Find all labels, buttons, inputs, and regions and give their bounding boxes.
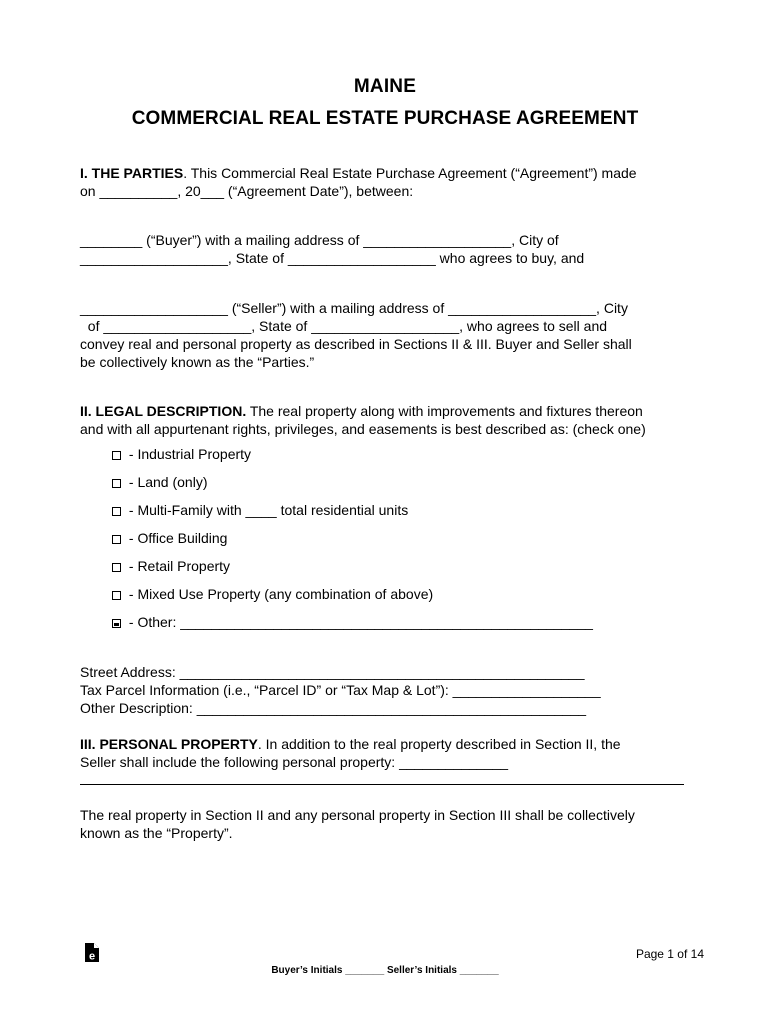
checkbox-industrial[interactable] [112, 451, 121, 460]
buyer-line-1: ________ (“Buyer”) with a mailing address of ___________________, City of [80, 232, 559, 248]
property-location-block [80, 663, 700, 717]
parties-intro-text: . This Commercial Real Estate Purchase Agreement (“Agreement”) made [183, 165, 637, 181]
agreement-date-line: on __________, 20___ (“Agreement Date”), between: [80, 183, 414, 199]
seller-block [80, 299, 700, 371]
seller-line-4: be collectively known as the “Parties.” [80, 354, 315, 370]
svg-text:e: e [88, 950, 96, 963]
other-description-field[interactable]: Other Description: __________________________________________________ [80, 700, 587, 716]
option-label: - Mixed Use Property (any combination of above) [125, 586, 434, 602]
personal-property-field[interactable]: Seller shall include the following personal property: ______________ [80, 754, 509, 770]
parties-intro-line [80, 164, 700, 182]
street-address-field[interactable]: Street Address: ____________________________________________________ [80, 664, 585, 680]
seller-line-3: convey real and personal property as described in Sections II & III. Buyer and Seller shall [80, 336, 632, 352]
document-e-logo-icon [84, 943, 100, 963]
initials-line[interactable]: Buyer’s Initials _______ Seller’s Initials _______ [271, 965, 499, 976]
personal-property-heading: III. PERSONAL PROPERTY [80, 736, 258, 752]
page-number: Page 1 of 14 [635, 947, 704, 961]
buyer-line-2: ___________________, State of ___________________ who agrees to buy, and [80, 250, 585, 266]
legal-description-intro-text: The real property along with improvements and fixtures thereon [246, 403, 643, 419]
checkbox-mixed-use[interactable] [112, 591, 121, 600]
legal-description-section [80, 402, 700, 438]
checkbox-other-checked[interactable] [112, 619, 121, 628]
document-state-title: MAINE [353, 76, 417, 97]
parties-section [80, 164, 700, 200]
seller-line-2: of ___________________, State of ___________________, who agrees to sell and [80, 318, 608, 334]
option-label: - Land (only) [125, 474, 208, 490]
option-multi-family[interactable] [112, 501, 408, 519]
option-other[interactable] [112, 613, 593, 631]
checkbox-office-building[interactable] [112, 535, 121, 544]
tax-parcel-field[interactable]: Tax Parcel Information (i.e., “Parcel ID” or “Tax Map & Lot”): ___________________ [80, 682, 601, 698]
legal-description-line-2: and with all appurtenant rights, privileges, and easements is best described as: (check one) [80, 421, 646, 437]
document-title: COMMERCIAL REAL ESTATE PURCHASE AGREEMENT [131, 108, 639, 129]
seller-line-1: ___________________ (“Seller”) with a mailing address of ___________________, City [80, 300, 628, 316]
personal-property-intro-text: . In addition to the real property described in Section II, the [257, 736, 621, 752]
option-label: - Multi-Family with ____ total residential units [125, 502, 409, 518]
personal-property-intro-line [80, 735, 700, 753]
option-label: - Other: _____________________________________________________ [125, 614, 593, 630]
checkbox-land[interactable] [112, 479, 121, 488]
option-label: - Retail Property [125, 558, 231, 574]
option-retail-property[interactable] [112, 557, 230, 575]
legal-description-heading: II. LEGAL DESCRIPTION. [80, 403, 247, 419]
legal-description-intro-line [80, 402, 700, 420]
option-label: - Office Building [125, 530, 228, 546]
option-label: - Industrial Property [125, 446, 252, 462]
personal-property-blank-line[interactable] [80, 784, 684, 785]
property-definition-line-1: The real property in Section II and any personal property in Section III shall be collectively [80, 807, 635, 823]
option-office-building[interactable] [112, 529, 227, 547]
checkbox-retail[interactable] [112, 563, 121, 572]
personal-property-section [80, 735, 700, 771]
property-definition-line-2: known as the “Property”. [80, 825, 233, 841]
option-industrial-property[interactable] [112, 445, 251, 463]
option-land-only[interactable] [112, 473, 207, 491]
option-mixed-use[interactable] [112, 585, 433, 603]
buyer-block [80, 231, 700, 267]
parties-heading: I. THE PARTIES [80, 165, 184, 181]
checkbox-multi-family[interactable] [112, 507, 121, 516]
property-definition [80, 806, 700, 842]
